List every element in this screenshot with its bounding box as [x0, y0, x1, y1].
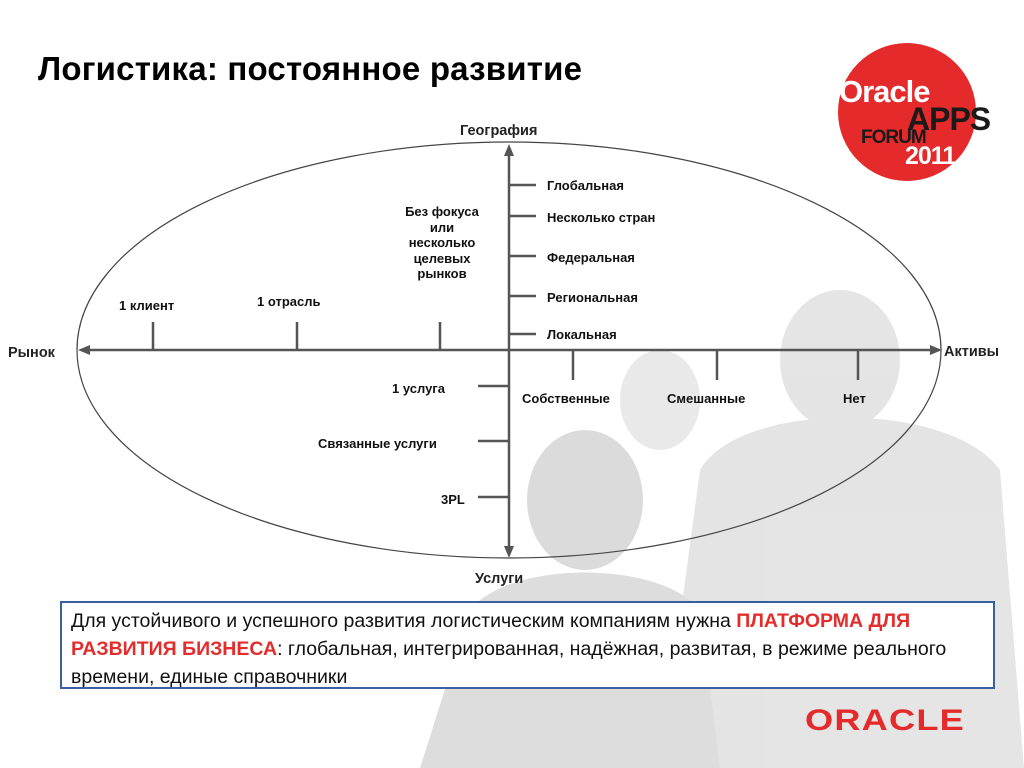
market-label-one-client: 1 клиент: [119, 298, 175, 313]
oracle-logo: [805, 700, 975, 740]
services-label-3pl: 3PL: [441, 492, 465, 507]
geo-label-regional: Региональная: [547, 290, 638, 305]
right-arrow-icon: [930, 345, 942, 355]
geo-label-global: Глобальная: [547, 178, 624, 193]
geo-label-several-countries: Несколько стран: [547, 210, 656, 225]
axis-label-market: Рынок: [8, 345, 55, 361]
oracle-logo-text: ORACLE: [805, 704, 965, 737]
services-label-one: 1 услуга: [392, 381, 445, 396]
assets-label-none: Нет: [843, 391, 866, 406]
market-label-one-industry: 1 отрасль: [257, 294, 321, 309]
geo-label-federal: Федеральная: [547, 250, 635, 265]
platform-callout-box: [60, 601, 995, 689]
callout-text-after: : глобальная, интегрированная, надёжная, развитая, в режиме реального времени, единые справочники: [71, 638, 947, 688]
axis-label-geography: География: [460, 123, 538, 139]
assets-label-own: Собственные: [522, 391, 610, 406]
badge-forum-text: FORUM: [861, 127, 926, 148]
page-title: Логистика: постоянное развитие: [38, 50, 583, 87]
badge-year-text: 2011: [905, 142, 956, 170]
left-arrow-icon: [78, 345, 90, 355]
badge-apps-text: APPS: [907, 101, 991, 137]
up-arrow-icon: [504, 144, 514, 156]
geo-label-local: Локальная: [547, 327, 617, 342]
down-arrow-icon: [504, 546, 514, 558]
services-label-related: Связанные услуги: [318, 436, 437, 451]
assets-label-mixed: Смешанные: [667, 391, 746, 406]
axis-label-services: Услуги: [475, 571, 524, 587]
market-label-no-focus: Без фокуса или несколько целевых рынков: [405, 204, 479, 281]
badge-oracle-text: Oracle: [839, 74, 930, 109]
callout-text-before: Для устойчивого и успешного развития логистическим компаниям нужна: [71, 610, 737, 632]
axis-label-assets: Активы: [944, 344, 1000, 360]
callout-highlight: ПЛАТФОРМА ДЛЯ РАЗВИТИЯ БИЗНЕСА: [71, 610, 911, 660]
